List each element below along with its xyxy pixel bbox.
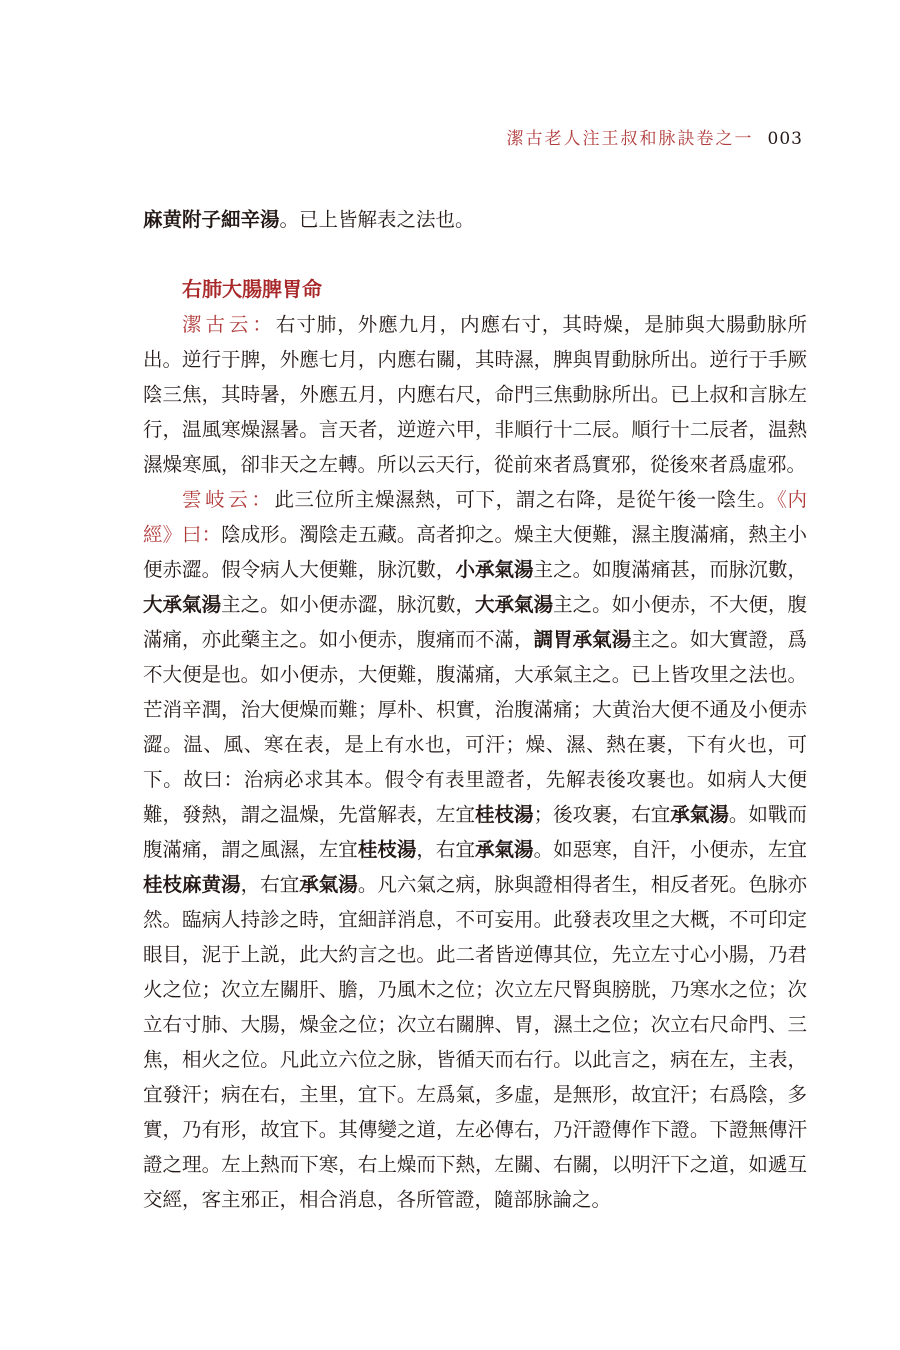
book-title-citation: 《内經》曰： — [143, 488, 807, 546]
paragraph-text: 陰成形。濁陰走五藏。高者抑之。燥主大便難，濕主腹滿痛，熱主小便赤澀。假令病人大便難，脉沉數， — [143, 523, 807, 581]
paragraph-text: 此三位所主燥濕熱，可下，謂之右降，是從午後一陰生。 — [274, 488, 778, 511]
page-number: 003 — [767, 129, 803, 149]
paragraph-text: ，右宜 — [416, 838, 475, 861]
commentator-label: 潔古云： — [182, 313, 276, 336]
paragraph-text: 主之。如小便赤，不大便，腹滿痛，亦此藥主之。如小便赤，腹痛而不滿， — [143, 593, 807, 651]
paragraph-text: ；後攻裹，右宜 — [533, 803, 671, 826]
formula-name: 調胃承氣湯 — [533, 628, 632, 651]
formula-name: 承氣湯 — [670, 803, 729, 826]
formula-name: 桂枝湯 — [474, 803, 534, 826]
paragraph-text: ，右宜 — [240, 873, 300, 896]
page-body — [143, 202, 807, 1217]
paragraph-text: 主之。如大實證，爲不大便是也。如小便赤，大便難，腹滿痛，大承氣主之。已上皆攻里之法也。芒消辛潤，治大便燥而難；厚朴、枳實，治腹滿痛；大黄治大便不通及小便赤澀。温、風、寒在表，是上有水也，可汗；燥、濕、熱在裹，下有火也，可下。故曰：治病必求其本。假令有表里證者，先解表後攻裹也。如病人大便難，發熱，謂之温燥，先當解表，左宜 — [143, 628, 807, 826]
formula-name: 大承氣湯 — [475, 593, 554, 616]
section-heading: 右肺大腸脾胃命 — [182, 277, 322, 301]
formula-name: 承氣湯 — [299, 873, 358, 896]
paragraph-text: 。凡六氣之病，脉與證相得者生，相反者死。色脉亦然。臨病人持診之時，宜細詳消息，不可妄用。此發表攻里之大概，不可印定眼目，泥于上説，此大約言之也。此二者皆逆傳其位，先立左寸心小腸，乃君火之位；次立左關肝、膽，乃風木之位；次立左尺腎與膀胱，乃寒水之位；次立右寸肺、大腸，燥金之位；次立右關脾、胃，濕土之位；次立右尺命門、三焦，相火之位。凡此立六位之脉，皆循天而右行。以此言之，病在左，主表，宜發汗；病在右，主里，宜下。左爲氣，多虛，是無形，故宜汗；右爲陰，多實，乃有形，故宜下。其傳變之道，左必傳右，乃汗證傳作下證。下證無傳汗證之理。左上熱而下寒，右上燥而下熱，左關、右關，以明汗下之道，如遞互交經，客主邪正，相合消息，各所管證，隨部脉論之。 — [143, 873, 807, 1211]
paragraph-text: 主之。如腹滿痛甚，而脉沉數， — [533, 558, 807, 581]
paragraph-text: 。如戰而腹滿痛，謂之風濕，左宜 — [143, 803, 807, 861]
formula-name: 承氣湯 — [475, 838, 534, 861]
paragraph-text: 主之。如小便赤澀，脉沉數， — [221, 593, 475, 616]
paragraph-text: 右寸肺，外應九月，内應右寸，其時燥，是肺與大腸動脉所出。逆行于脾，外應七月，内應右關，其時濕，脾與胃動脉所出。逆行于手厥陰三焦，其時暑，外應五月，内應右尺，命門三焦動脉所出。已上叔和言脉左行，温風寒燥濕暑。言天者，逆遊六甲，非順行十二辰。順行十二辰者，温熱濕燥寒風，卻非天之左轉。所以云天行，從前來者爲實邪，從後來者爲虛邪。 — [143, 313, 807, 476]
formula-name: 桂枝湯 — [357, 838, 417, 861]
carryover-paragraph — [143, 202, 807, 237]
commentator-label: 雲岐云： — [182, 488, 275, 511]
commentary-paragraph-jiegu — [143, 307, 807, 482]
running-header — [507, 124, 803, 149]
commentary-paragraph-yunqi — [143, 482, 807, 1217]
running-title: 潔古老人注王叔和脉訣卷之一 — [506, 129, 754, 149]
formula-name: 桂枝麻黄湯 — [143, 873, 241, 896]
paragraph-text: 。已上皆解表之法也。 — [279, 208, 475, 231]
paragraph-text: 。如惡寒，自汗，小便赤，左宜 — [533, 838, 807, 861]
formula-name: 麻黄附子細辛湯 — [143, 208, 280, 231]
formula-name: 小承氣湯 — [455, 558, 534, 581]
formula-name: 大承氣湯 — [143, 593, 222, 616]
